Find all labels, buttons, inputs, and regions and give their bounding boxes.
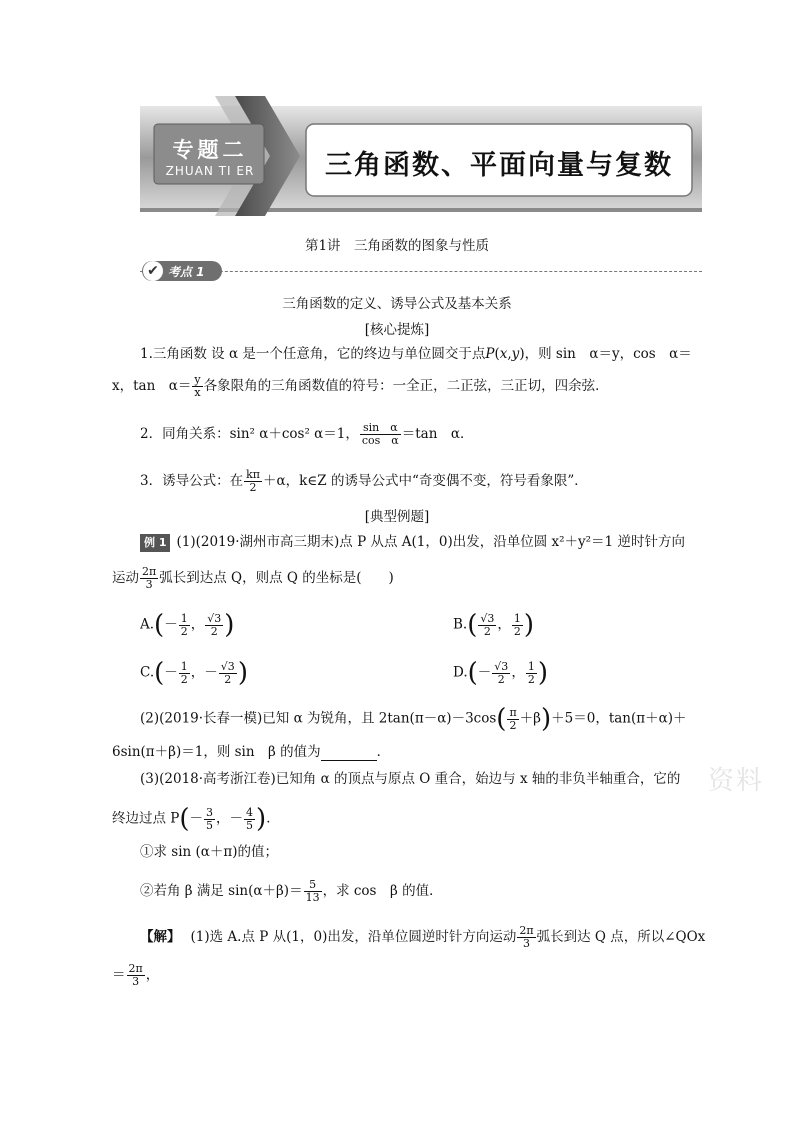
solution-label: 【解】 bbox=[140, 929, 181, 945]
solution-line-1: 【解】 (1)选 A.点 P 从(1，0)出发，沿单位圆逆时针方向运动 $\frac{2\pi}{3}$ 弧长到达 Q 点，所以∠QOx bbox=[140, 924, 706, 950]
option-d[interactable]: D.(－ $\frac{√3}{2}$ ， $\frac{1}{2}$ ) bbox=[453, 658, 548, 688]
answer-blank[interactable] bbox=[321, 746, 377, 761]
option-c[interactable]: C.(－ $\frac{1}{2}$ ，－ $\frac{√3}{2}$ ) bbox=[140, 658, 248, 688]
badge-title: 专题二 bbox=[172, 138, 248, 162]
check-icon: ✔ bbox=[143, 261, 163, 281]
q1-line-1: 例 1 (1)(2019·湖州市高三期末)点 P 从点 A(1，0)出发，沿单位圆 x²＋y²＝1 逆时针方向 bbox=[140, 533, 685, 552]
q2-line-1: (2)(2019·长春一模)已知 α 为锐角，且 2tan(π－α)－3cos( $\frac{\pi}{2}$ ＋β)＋5＝0，tan(π＋α)＋ bbox=[140, 704, 687, 734]
q3-sub-1: ①求 sin (α＋π)的值； bbox=[140, 844, 279, 860]
main-title: 三角函数、平面向量与复数 bbox=[325, 150, 673, 181]
kaodian-badge bbox=[142, 261, 222, 281]
section-title: 三角函数的定义、诱导公式及基本关系 bbox=[282, 296, 512, 312]
frac-sin-over-cos: $\frac{\text{sin α}}{\text{cos α}}$ bbox=[361, 421, 399, 447]
solution-line-2: ＝ $\frac{2\pi}{3}$ ， bbox=[112, 962, 160, 988]
core-item-2: 2．同角关系：sin² α＋cos² α＝1， $\frac{\text{sin α}}{\text{cos α}}$ ＝tan α． bbox=[140, 421, 474, 447]
q1-line-2: 运动 $\frac{2\pi}{3}$ 弧长到达点 Q，则点 Q 的坐标是( ) bbox=[112, 565, 394, 591]
option-a[interactable]: A.(－ $\frac{1}{2}$ ， $\frac{√3}{2}$ ) bbox=[140, 610, 235, 640]
badge-pinyin: ZHUAN TI ER bbox=[165, 164, 255, 178]
core-item-1-line-2: x，tan α＝ $\frac{y}{x}$ 各象限角的三角函数值的符号：一全正，二正弦，三正切，四余弦． bbox=[112, 373, 609, 399]
frac-two-pi-over-3: $\frac{2\pi}{3}$ bbox=[142, 565, 157, 591]
q3-line-1: (3)(2018·高考浙江卷)已知角 α 的顶点与原点 O 重合，始边与 x 轴的非负半轴重合，它的 bbox=[140, 771, 681, 787]
option-b[interactable]: B.( $\frac{√3}{2}$ ， $\frac{1}{2}$ ) bbox=[453, 610, 535, 640]
q2-line-2: 6sin(π＋β)＝1，则 sin β 的值为 ． bbox=[112, 744, 391, 760]
frac-y-over-x: $\frac{y}{x}$ bbox=[194, 373, 201, 399]
core-item-1-line-1: 1.三角函数 设 α 是一个任意角，它的终边与单位圆交于点P(x,y)，则 sin α＝y，cos α＝ bbox=[140, 346, 692, 362]
kaodian-rule bbox=[140, 271, 702, 272]
core-item-3: 3．诱导公式：在 $\frac{k\pi}{2}$ ＋α，k∈Z 的诱导公式中“奇变偶不变，符号看象限”． bbox=[140, 468, 588, 494]
watermark: 资料 bbox=[708, 766, 765, 796]
core-label: [核心提炼] bbox=[364, 322, 430, 338]
q3-sub-2: ②若角 β 满足 sin(α＋β)＝ $\frac{5}{13}$ ，求 cos β 的值． bbox=[140, 878, 443, 904]
example-badge: 例 1 bbox=[140, 534, 170, 552]
lesson-title: 第1讲 三角函数的图象与性质 bbox=[304, 238, 490, 254]
q3-line-2: 终边过点 P(－ $\frac{3}{5}$ ，－ $\frac{4}{5}$ )． bbox=[112, 804, 280, 834]
example-label: [典型例题] bbox=[364, 509, 430, 525]
kaodian-label: 考点 1 bbox=[168, 265, 205, 279]
frac-kpi-over-2: $\frac{k\pi}{2}$ bbox=[246, 468, 260, 494]
